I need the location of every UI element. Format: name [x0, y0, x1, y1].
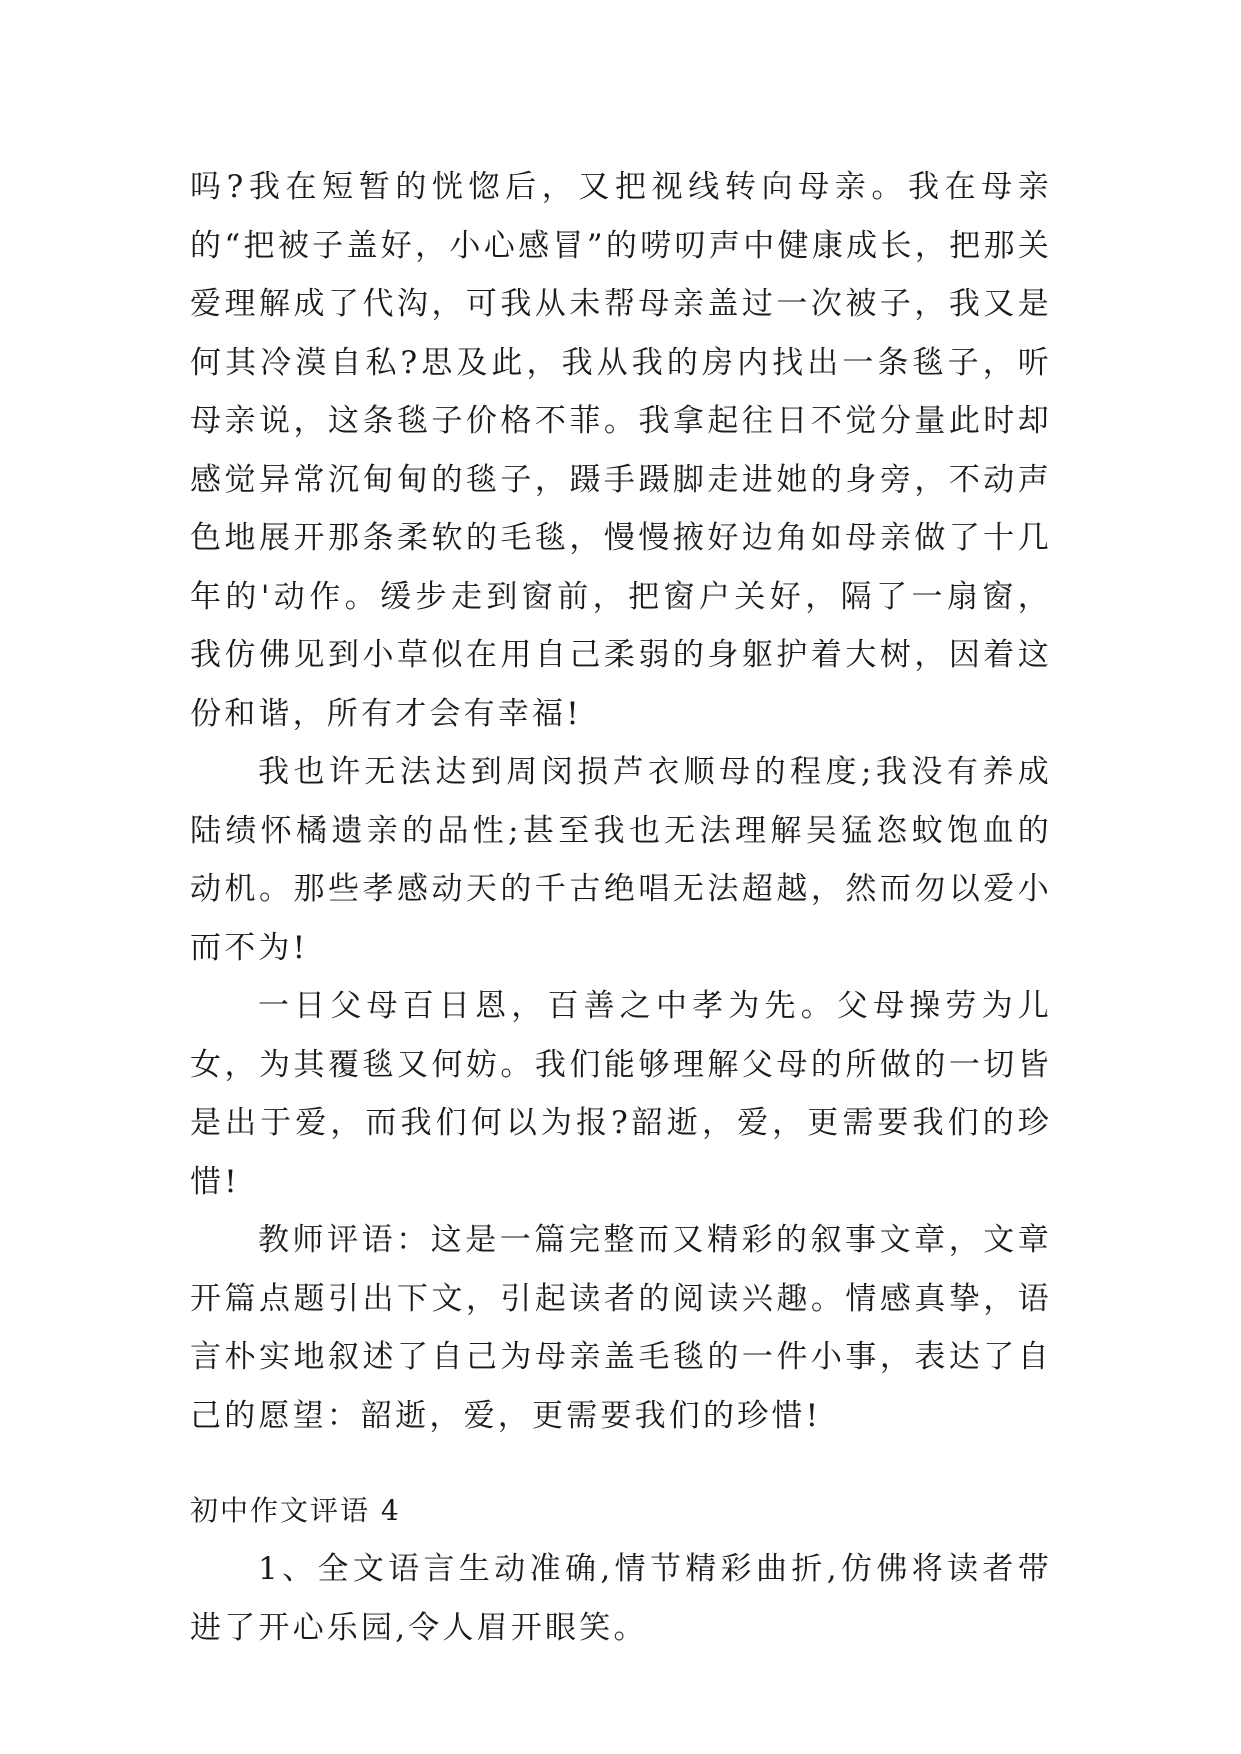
body-paragraph: 我也许无法达到周闵损芦衣顺母的程度;我没有养成陆绩怀橘遗亲的品性;甚至我也无法理解吴猛恣蚊饱血的动机。那些孝感动天的千古绝唱无法超越，然而勿以爱小而不为!: [190, 754, 1052, 966]
document-page: [190, 158, 1052, 1657]
section-heading: 初中作文评语 4: [190, 1494, 401, 1527]
teacher-comment-paragraph: 教师评语：这是一篇完整而又精彩的叙事文章，文章开篇点题引出下文，引起读者的阅读兴趣。情感真挚，语言朴实地叙述了自己为母亲盖毛毯的一件小事，表达了自己的愿望：韶逝，爱，更需要我们的珍惜!: [190, 1222, 1052, 1434]
body-paragraph: 一日父母百日恩，百善之中孝为先。父母操劳为儿女，为其覆毯又何妨。我们能够理解父母的所做的一切皆是出于爱，而我们何以为报?韶逝，爱，更需要我们的珍惜!: [190, 988, 1052, 1200]
comment-item: 1、全文语言生动准确,情节精彩曲折,仿佛将读者带进了开心乐园,令人眉开眼笑。: [190, 1551, 1052, 1646]
body-paragraph: 吗?我在短暂的恍惚后，又把视线转向母亲。我在母亲的“把被子盖好，小心感冒”的唠叨声中健康成长，把那关爱理解成了代沟，可我从未帮母亲盖过一次被子，我又是何其冷漠自私?思及此，我从我的房内找出一条毯子，听母亲说，这条毯子价格不菲。我拿起往日不觉分量此时却感觉异常沉甸甸的毯子，蹑手蹑脚走进她的身旁，不动声色地展开那条柔软的毛毯，慢慢掖好边角如母亲做了十几年的'动作。缓步走到窗前，把窗户关好，隔了一扇窗，我仿佛见到小草似在用自己柔弱的身躯护着大树，因着这份和谐，所有才会有幸福!: [190, 169, 1052, 732]
